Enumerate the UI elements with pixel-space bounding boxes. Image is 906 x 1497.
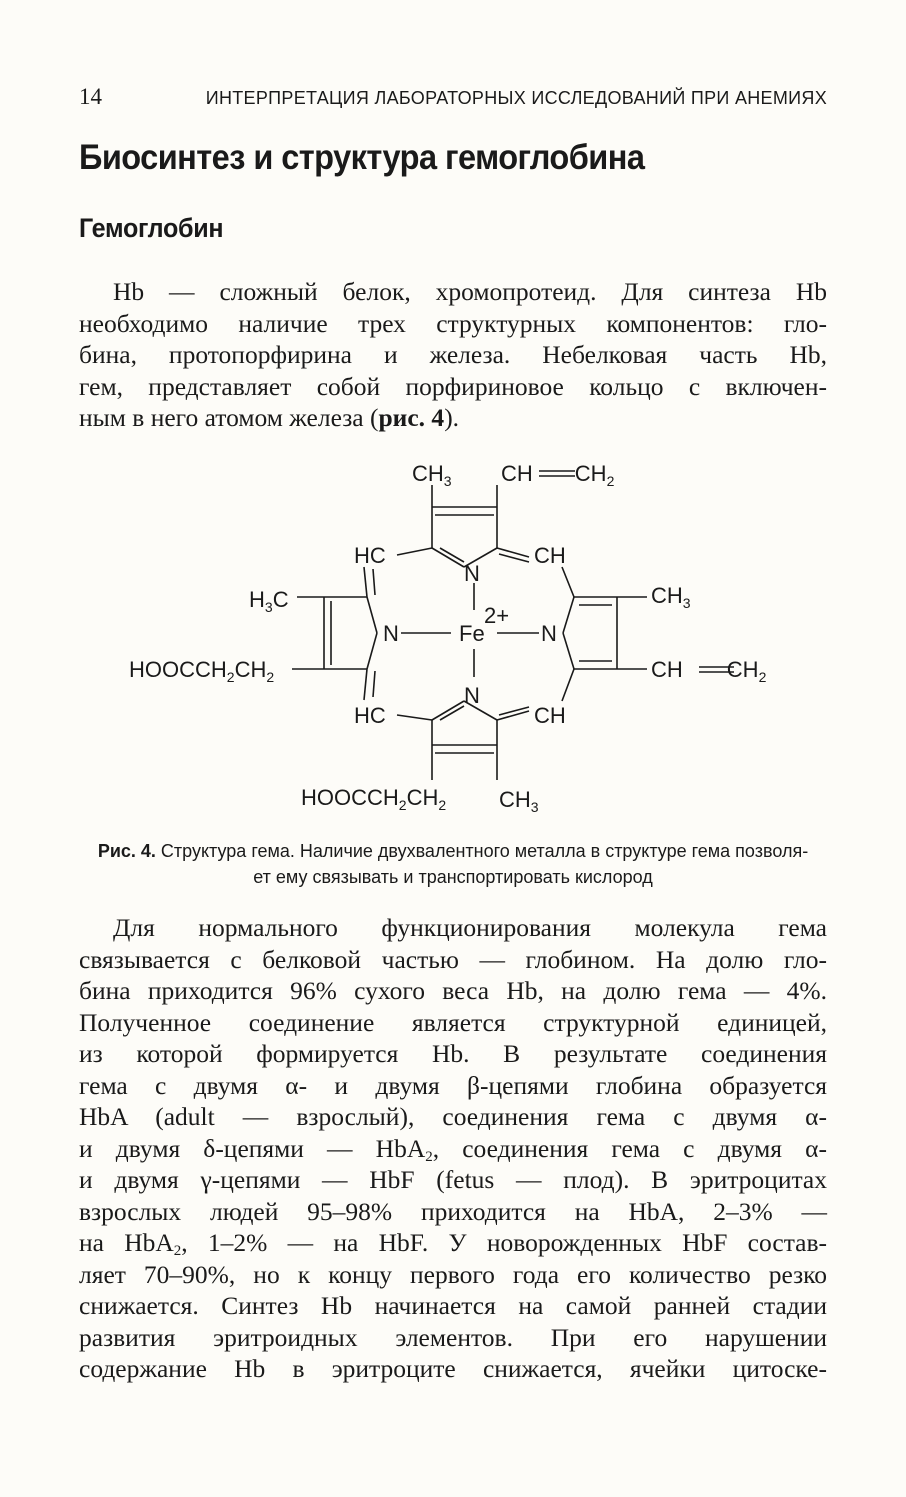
vinyl-group-top: CH $CH_2$ [501, 461, 615, 489]
text-line: необходимо наличие трех структурных компонентов: гло- [79, 308, 827, 338]
heme-structure-diagram [79, 445, 827, 825]
pyrrole-ring-left [324, 597, 377, 669]
text-line: Hb — сложный белок, хромопротеид. Для синтеза Hb [113, 277, 827, 306]
text-line: гем, представляет собой порфириновое кольцо с включен- [79, 371, 827, 401]
text-run: ). [444, 403, 460, 432]
text-line [79, 1227, 827, 1259]
text-line: связывается с белковой частью — глобином. На долю гло- [79, 944, 827, 974]
caption-line [79, 838, 827, 864]
methyl-group-top: $CH_3$ [412, 461, 452, 489]
iron-charge: 2+ [484, 603, 510, 628]
text-run: , 1–2% — на HbF. У новорожденных HbF состав- [181, 1228, 827, 1257]
intro-paragraph [79, 276, 827, 434]
bond [373, 569, 375, 595]
heme-structure-figure [79, 445, 827, 825]
iron-atom: Fe [459, 621, 485, 646]
caption-line: ет ему связывать и транспортировать кислород [253, 867, 653, 887]
text-line [79, 402, 827, 434]
subscript: 2 [425, 1148, 433, 1165]
text-line: снижается. Синтез Hb начинается на самой ранней стадии [79, 1291, 827, 1320]
bond [397, 715, 432, 720]
propionic-acid-group-left: $HOOCCH_2CH_2$ [129, 657, 275, 685]
chapter-title: Биосинтез и структура гемоглобина [79, 138, 645, 177]
text-line: бина, протопорфирина и железа. Небелковая часть Hb, [79, 340, 827, 369]
bond [373, 671, 375, 697]
text-line: бина приходится 96% сухого веса Hb, на долю гема — 4%. [79, 976, 827, 1005]
pyrrole-ring-right [563, 597, 617, 669]
text-line: гема с двумя α- и двумя β-цепями глобина образуется [79, 1070, 827, 1100]
text-line: содержание Hb в эритроците снижается, ячейки цитоске- [79, 1354, 827, 1383]
methyl-group-bottom: $CH_3$ [499, 787, 539, 815]
figure-caption [79, 838, 827, 890]
methyl-group-left: $H_3C$ [249, 587, 289, 615]
bond [397, 548, 432, 555]
text-line: развития эритроидных элементов. При его нарушении [79, 1322, 827, 1352]
methine-hc-lower-left: HC [354, 703, 386, 728]
nitrogen-bottom: N [464, 683, 480, 708]
propionic-acid-group-bottom: $HOOCCH_2CH_2$ [301, 785, 447, 813]
text-line: HbA (adult — взрослый), соединения гема с двумя α- [79, 1102, 827, 1131]
nitrogen-left: N [383, 621, 399, 646]
methyl-group-right: $CH_3$ [651, 583, 691, 611]
methine-ch-lower-right: CH [534, 703, 566, 728]
body-paragraph [79, 912, 827, 1385]
bond [562, 567, 574, 597]
running-head [79, 84, 827, 114]
running-title: ИНТЕРПРЕТАЦИЯ ЛАБОРАТОРНЫХ ИССЛЕДОВАНИЙ ПРИ АНЕМИЯХ [205, 88, 827, 108]
bond [364, 567, 367, 597]
text-line [79, 1133, 827, 1165]
text-line: из которой формируется Hb. В результате соединения [79, 1039, 827, 1068]
caption-text: Структура гема. Наличие двухвалентного металла в структуре гема позволя- [155, 841, 809, 861]
section-title: Гемоглобин [79, 213, 224, 243]
vinyl-group-right: CH $CH_2$ [651, 657, 767, 685]
text-run: и двумя δ-цепями — HbA [79, 1133, 426, 1163]
bond [497, 548, 529, 557]
page-number: 14 [79, 84, 102, 109]
text-line: Для нормального функционирования молекула гема [113, 913, 827, 942]
text-line: и двумя γ-цепями — HbF (fetus — плод). В эритроцитах [79, 1165, 827, 1194]
methine-ch-upper-right: CH [534, 543, 566, 568]
bond [562, 669, 574, 701]
bond [497, 711, 529, 720]
pyrrole-ring-top [432, 507, 497, 567]
text-line: ляет 70–90%, но к концу первого года его количество резко [79, 1259, 827, 1289]
pyrrole-ring-bottom [432, 701, 497, 761]
bond [364, 669, 367, 700]
text-run: ным в него атомом железа ( [79, 403, 379, 432]
methine-hc-upper-left: HC [354, 543, 386, 568]
caption-label: Рис. 4. [97, 841, 156, 861]
text-run: на HbA [79, 1228, 174, 1257]
bond [499, 707, 529, 715]
subscript: 2 [173, 1243, 182, 1259]
text-line: Полученное соединение является структурной единицей, [79, 1007, 827, 1037]
nitrogen-right: N [541, 621, 557, 646]
text-line: взрослых людей 95–98% приходится на HbA, 2–3% — [79, 1196, 827, 1226]
figure-reference: рис. 4 [378, 403, 445, 432]
nitrogen-top: N [464, 561, 480, 586]
text-run: , соединения гема с двумя α- [432, 1133, 827, 1163]
